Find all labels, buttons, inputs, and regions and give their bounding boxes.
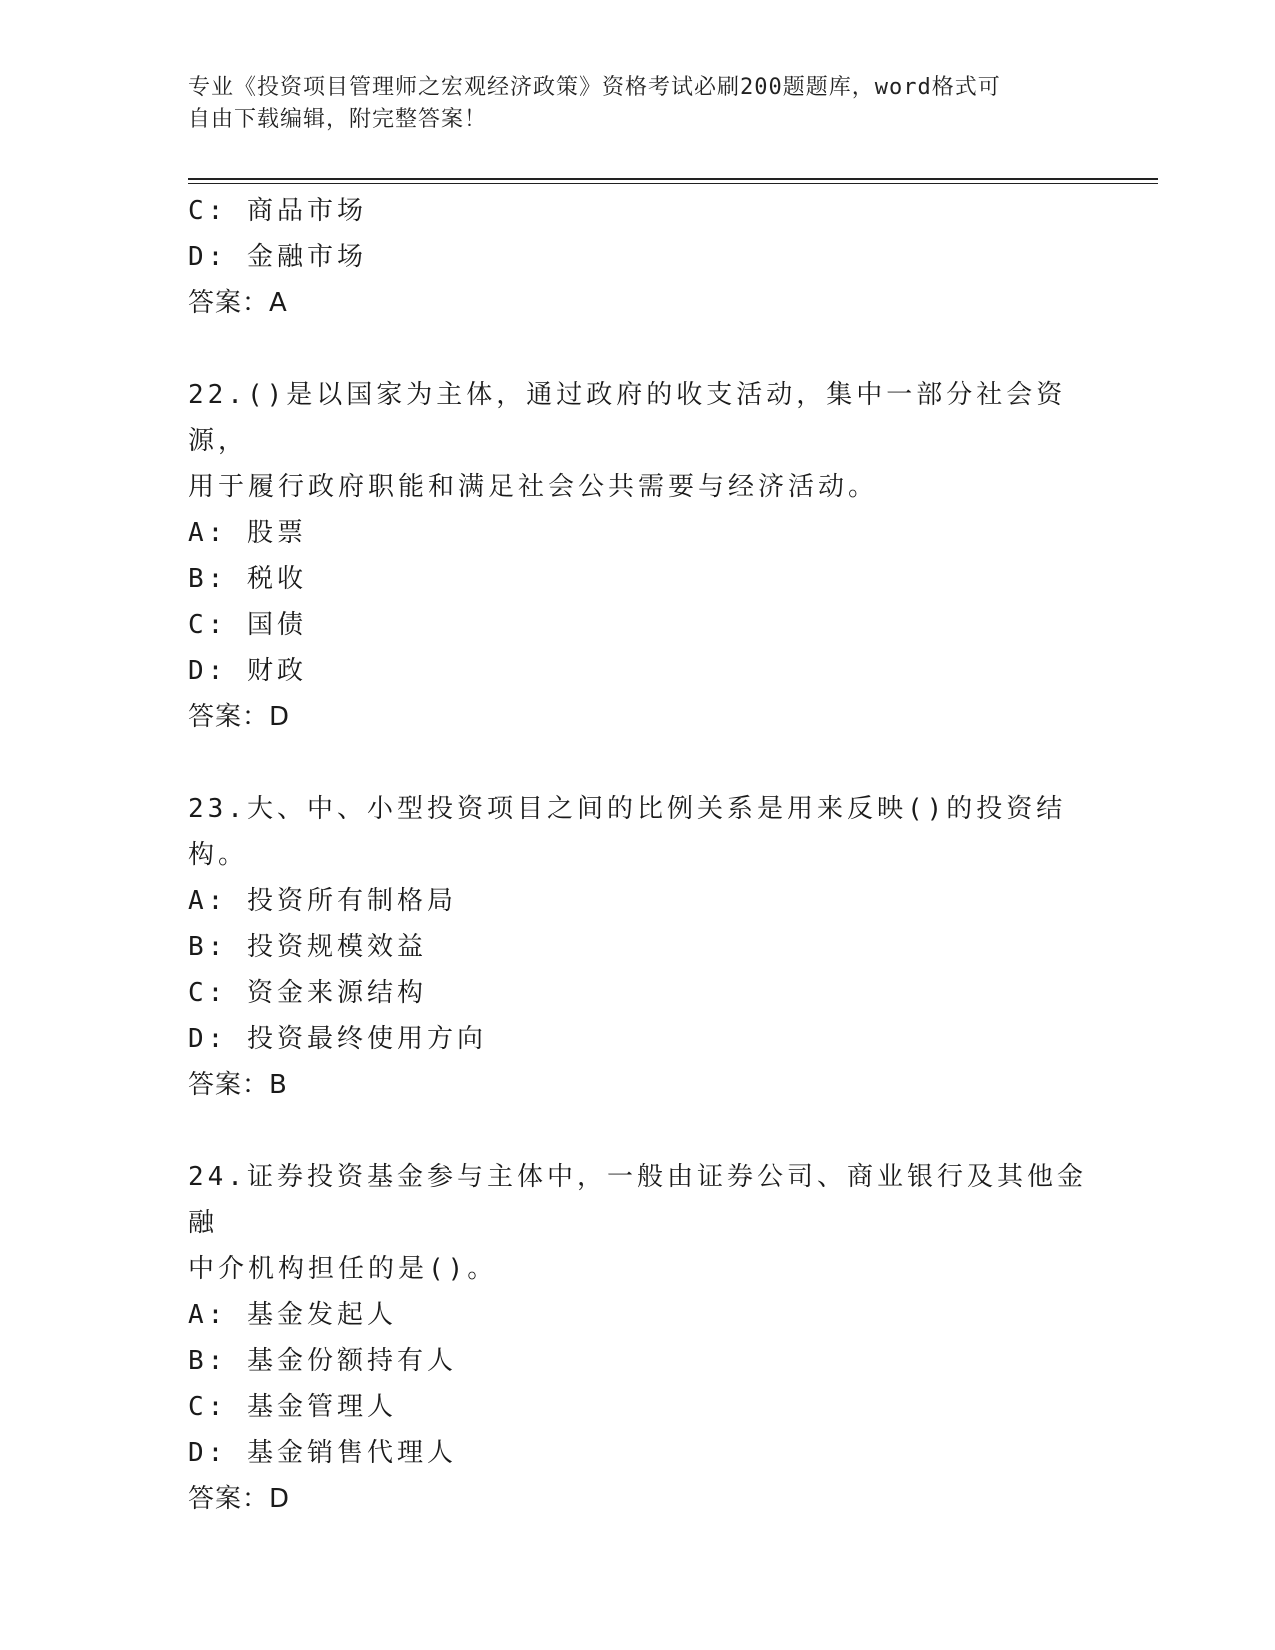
question-gap bbox=[188, 1108, 1088, 1154]
answer: 答案：A bbox=[188, 288, 288, 318]
option-d: D: 金融市场 bbox=[188, 242, 367, 272]
option-a: A: 基金发起人 bbox=[188, 1300, 397, 1330]
header-line-2: 自由下载编辑，附完整答案！ bbox=[188, 107, 488, 132]
option-c: C: 商品市场 bbox=[188, 196, 367, 226]
question-text-line-1: 24.证券投资基金参与主体中，一般由证券公司、商业银行及其他金融 bbox=[188, 1162, 1087, 1238]
answer: 答案：D bbox=[188, 702, 291, 732]
option-b: B: 投资规模效益 bbox=[188, 932, 427, 962]
question-gap bbox=[188, 740, 1088, 786]
header-divider-thick bbox=[188, 178, 1158, 180]
question-22 bbox=[188, 372, 1088, 740]
option-d: D: 投资最终使用方向 bbox=[188, 1024, 487, 1054]
question-text-line-1: 22.()是以国家为主体，通过政府的收支活动，集中一部分社会资源， bbox=[188, 380, 1067, 456]
option-a: A: 股票 bbox=[188, 518, 307, 548]
document-header bbox=[188, 72, 1088, 136]
option-b: B: 基金份额持有人 bbox=[188, 1346, 457, 1376]
option-c: C: 基金管理人 bbox=[188, 1392, 397, 1422]
answer: 答案：D bbox=[188, 1484, 291, 1514]
header-divider-thin bbox=[188, 183, 1158, 184]
question-gap bbox=[188, 326, 1088, 372]
option-d: D: 财政 bbox=[188, 656, 307, 686]
question-text-line-2: 用于履行政府职能和满足社会公共需要与经济活动。 bbox=[188, 472, 879, 502]
option-a: A: 投资所有制格局 bbox=[188, 886, 457, 916]
question-list bbox=[188, 188, 1088, 1522]
question-24 bbox=[188, 1154, 1088, 1522]
option-b: B: 税收 bbox=[188, 564, 307, 594]
answer: 答案：B bbox=[188, 1070, 288, 1100]
question-23 bbox=[188, 786, 1088, 1108]
question-text-line-2: 中介机构担任的是()。 bbox=[188, 1254, 498, 1284]
header-line-1: 专业《投资项目管理师之宏观经济政策》资格考试必刷200题题库，word格式可 bbox=[188, 75, 1001, 100]
option-c: C: 资金来源结构 bbox=[188, 978, 427, 1008]
question-21-tail bbox=[188, 188, 1088, 326]
question-text-line-1: 23.大、中、小型投资项目之间的比例关系是用来反映()的投资结构。 bbox=[188, 794, 1067, 870]
option-c: C: 国债 bbox=[188, 610, 307, 640]
option-d: D: 基金销售代理人 bbox=[188, 1438, 457, 1468]
